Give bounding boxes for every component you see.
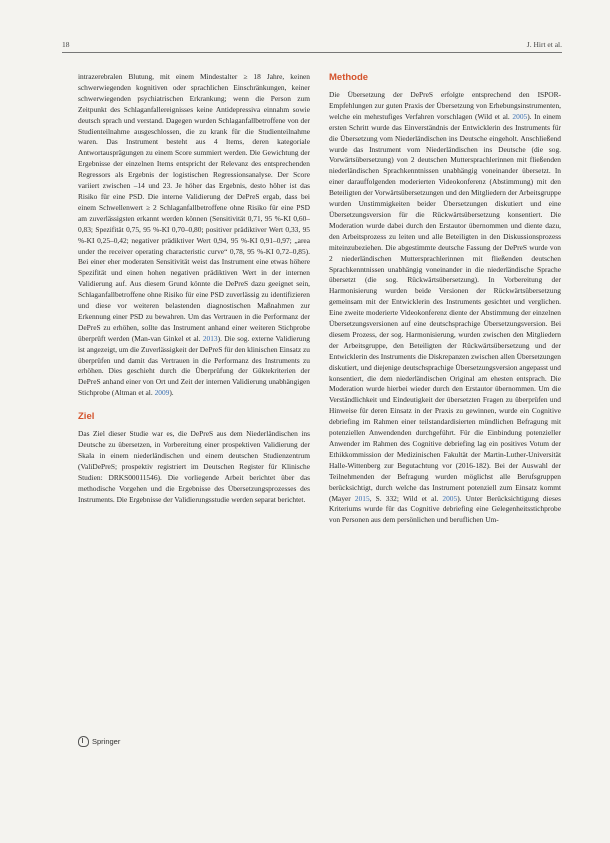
springer-horse-icon [78,736,89,747]
section-heading-ziel: Ziel [78,411,95,423]
page-number: 18 [62,40,70,49]
left-paragraph-2: Das Ziel dieser Studie war es, die DePreS aus dem Niederländischen ins Deutsche zu übersetzen, in Vorbereitung einer prospektiven Validierung der Skala in einem niederländischen und einem deutschen Studienzentrum (ValiDePreS; prospektiv registriert im Deutschen Register für Klinische Studien: DRKS00011546). Die vorliegende Arbeit berichtet über das methodische Vorgehen und die Ergebnisse des Übersetzungsprozesses des Instruments. Die Ergebnisse der Validierungsstudie werden separat berichtet. [78,429,310,504]
body-text: ). Unter Berücksichtigung dieses Kriteriums wurde für das Cognitive debriefing eine Gelegenheitsstichprobe von Personen aus dem persönlichen und beruflichen Um- [329,493,561,525]
body-text: , S. 332; Wild et al. [369,493,443,503]
left-paragraph-1 [78,72,310,399]
header-rule [62,52,562,53]
citation-link[interactable]: 2013 [202,333,218,343]
section-heading-methode: Methode [329,72,369,83]
running-author: J. Hirt et al. [526,40,562,49]
body-text: Die Übersetzung der DePreS erfolgte entsprechend den ISPOR-Empfehlungen zur guten Praxis der Übersetzung von Erhebungsinstrumenten, welche ein mehrstufiges Verfahren vorschlagen (Wild et al. [329,90,561,121]
citation-link[interactable]: 2005 [512,111,528,121]
right-column [329,72,561,526]
publisher-name: Springer [92,737,121,746]
body-text: ). [169,388,174,398]
running-header [62,40,562,49]
citation-link[interactable]: 2015 [354,493,370,503]
right-paragraph-1 [329,90,561,526]
citation-link[interactable]: 2009 [154,388,170,398]
citation-link[interactable]: 2005 [442,493,458,503]
page-footer [78,736,120,747]
left-column [78,72,310,506]
body-text: ). In einem ersten Schritt wurde das Einverständnis der Entwicklerin des Instruments für die Übersetzung vom Niederländischen ins Deutsche eingeholt. Anschließend wurde das Instrument vom Niederländischen ins Deutsche (die sog. Vorwärtsübersetzung) von 2 deutschen Muttersprachlerinnen mit fließenden niederländischen Sprachkenntnissen unabhängig voneinander übersetzt. In einer darauffolgenden moderierten Videokonferenz (Abstimmung) mit den Beteiligten der Vorwärtsübersetzungen und den Mitgliedern der Arbeitsgruppe wurden Unstimmigkeiten beider Übersetzungen diskutiert und eine Übersetzungsversion für die Rückwärtsübersetzung konsentiert. Die Moderation wurde dabei durch den Erstautor übernommen und diente dazu, den Arbeitsprozess zu leiten und alle Beteiligten in den Diskussionsprozess miteinzubeziehen. Die abgestimmte deutsche Fassung der DePreS wurde von 2 niederländischen Muttersprachlerinnen mit fließenden deutschen Sprachkenntnissen unabhängig voneinander in die niederländische Sprache übersetzt (die sog. Rückwärtsübersetzung). In Vorbereitung der Harmonisierung wurden beide Versionen der Rückwärtsübersetzung gemeinsam mit der Entwicklerin des Instruments gesichtet und verglichen. Eine zweite moderierte Videokonferenz diente der Abstimmung der einzelnen Übersetzungsversionen auf eine deutschsprachige Übersetzungsversion. Bei diesem Prozess, der sog. Harmonisierung, wurden zwischen den Mitgliedern der Arbeitsgruppe, den Beteiligten der Rückwärtsübersetzung und der Entwicklerin des Instruments die Diskrepanzen zwischen allen Übersetzungen diskutiert, und diejenige deutschsprachige Übersetzungsversion angepasst und konsentiert, die dem niederländischen Original am ehesten entsprach. Die Moderation wurde hierbei wieder durch den Erstautor übernommen. Um die Verständlichkeit und Eindeutigkeit der übersetzten Fragen zu überprüfen und Hinweise für deren Einsatz in der Praxis zu gewinnen, wurde ein Cognitive debriefing im Rahmen einer teilstandardisierten mündlichen Befragung mit potenziellen Anwendenden durchgeführt. Für die Einbindung potenzieller Anwender im Rahmen des Cognitive debriefing lag ein positives Votum der Ethikkommission der Medizinischen Fakultät der Martin-Luther-Universität Halle-Wittenberg zur Begutachtung vor (2016-182). Bei der Auswahl der Teilnehmenden der Befragung wurden möglichst alle Berufsgruppen berücksichtigt, durch welche das Instrument potenziell zum Einsatz kommt (Mayer [329,111,562,503]
body-text: ). Die sog. externe Validierung ist angezeigt, um die Zuverlässigkeit der DePreS für den klinischen Einsatz zu überprüfen und damit das Vertrauen in die Performanz des Instruments zu erhöhen. Dies geschieht durch die Überprüfung der Güktekriterien der DePreS anhand einer von Ort und Zeit der internen Validierung unabhängigen Stichprobe (Altman et al. [78,333,310,398]
body-text: intrazerebralen Blutung, mit einem Mindestalter ≥ 18 Jahre, keinen schwerwiegenden kognitiven oder sprachlichen Einschränkungen, keiner schwerwiegenden psychiatrischen Erkrankung; wenn die Person zum Zeitpunkt des Schlaganfallereignisses keine Antidepressiva einnahm sowie deutsch sprach und verstand. Dagegen wurden Schlaganfallbetroffene von der Studienteilnahme ausgeschlossen, die zu krank für die Studienteilnahme waren. Das Instrument besteht aus 4 Items, deren kategoriale Antwortausprägungen zu einem Score summiert werden. Die Gewichtung der Ergebnisse der einzelnen Items entspricht der Relevanz des entsprechenden Regressors als Ergebnis der logistischen Regressionsanalyse. Der Score variiert zwischen –14 und 23. Je höher das Ergebnis, desto höher ist das Risiko für eine PSD. Die interne Validierung der DePreS ergab, dass bei einem Schwellenwert ≥ 2 Schlaganfallbetroffene ohne Risiko für eine PSD am zuverlässigsten erkannt werden können (Sensitivität 0,71, 95 %-KI 0,60–0,83; Spezifität 0,75, 95 %-KI 0,70–0,80; positiver prädiktiver Wert 0,33, 95 %-KI 0,25–0,42; negativer prädiktiver Wert 0,94, 95 %-KI 0,91–0,97; „area under the receiver operating characteristic curve“ 0,78, 95 %-KI 0,72–0,85). Bei einer eher moderaten Sensitivität weist das Instrument eine etwas höhere Spezifität und einen hohen negativen prädiktiven Wert in der internen Validierung auf. Aus diesem Grund könnte die DePreS dazu geeignet sein, Schlaganfallbetroffene ohne Risiko für eine PSD zuverlässig zu identifizieren und diese vor weiteren belastenden diagnostischen Maßnahmen zur Erkennung einer PSD zu bewahren. Um das Vertrauen in die Performanz der DePreS zu erhöhen, sollte das Instrument anhand einer weiteren Stichprobe überprüft werden (Man-van Ginkel et al. [78,72,310,343]
